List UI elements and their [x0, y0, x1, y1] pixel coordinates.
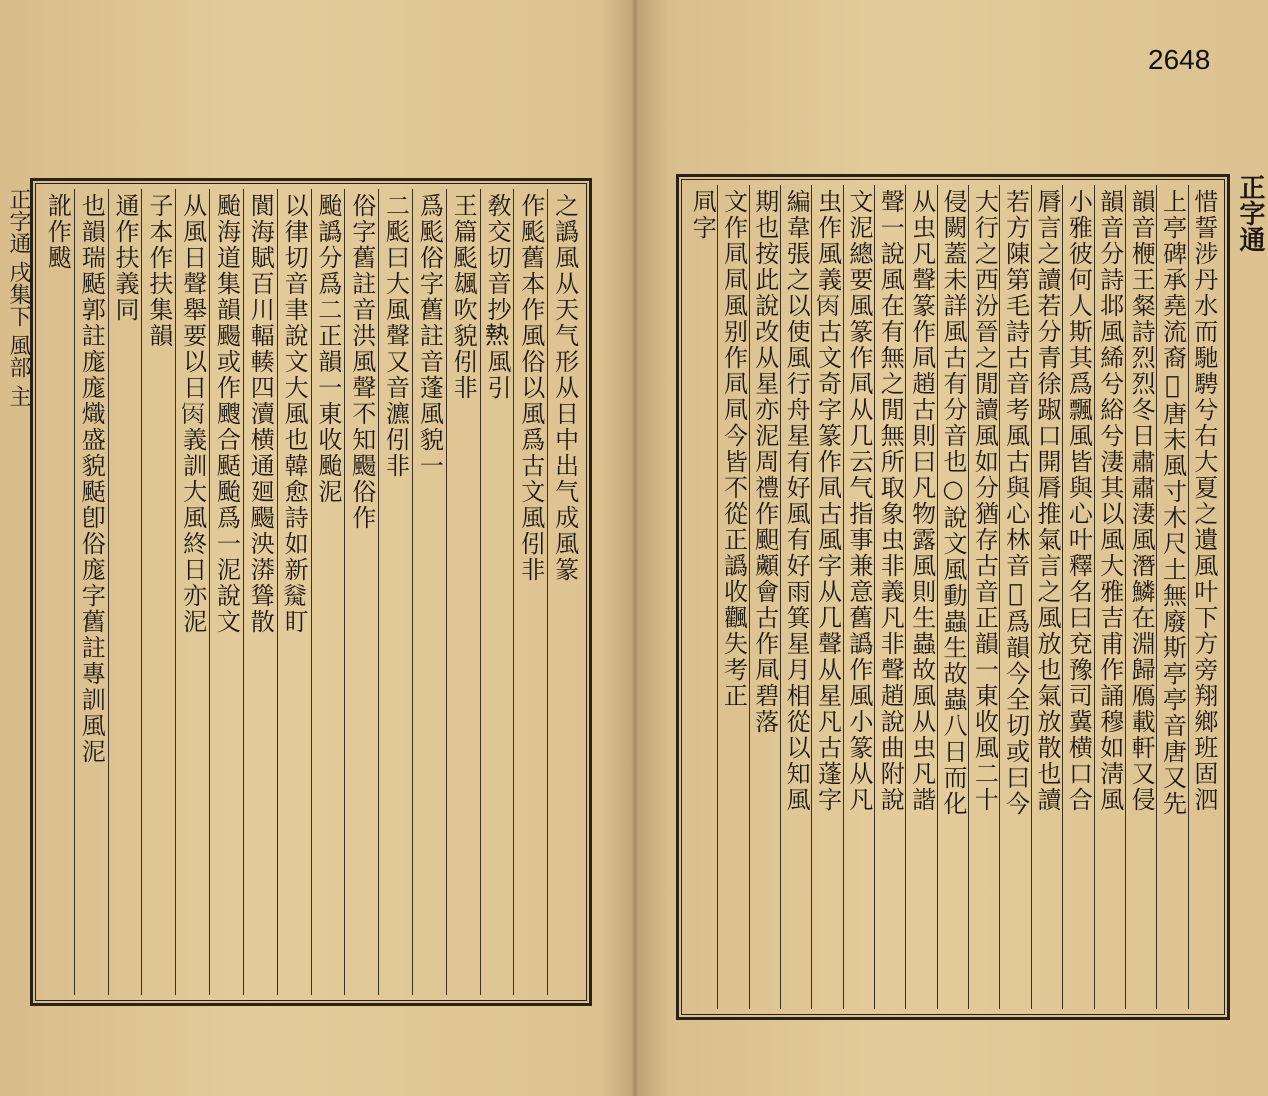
left-text-column: 以律切音聿說文大風也韓愈詩如新𠔲盯 [277, 189, 311, 995]
right-text-column: 期也按此說改从星亦泥周禮作䫻顪會古作凬碧落 [749, 185, 780, 1009]
margin-radical: 風部 [6, 334, 31, 378]
left-text-column: 通作扶義同 [108, 189, 142, 995]
right-text-column: 虫作風義𦘫古文奇字篆作凬古風字从几聲从星凡古蓬字 [811, 185, 842, 1009]
right-text-column: 凬字 [688, 189, 717, 241]
right-text-column: 若方陳第毛詩古音考風古與心林音𡊮爲韻今全切或曰今 [999, 185, 1030, 1009]
left-text-column: 子本作扶集韻 [141, 189, 175, 995]
right-text-column: 侵闕蓋未詳風古有分音也○說文風動蟲生故蟲八日而化 [937, 185, 968, 1009]
left-text-column: 颱譌分爲二正韻一東收颱泥 [311, 189, 345, 995]
right-text-column: 韻音分詩邶風絺兮綌兮淒其以風大雅吉甫作誦穆如淸風 [1094, 185, 1125, 1009]
right-text-column: 聲一說風在有無之閒無所取象虫非義凡非聲趙說曲附說 [874, 185, 905, 1009]
left-text-frame [30, 178, 592, 1006]
margin-folio: 主 [6, 385, 31, 407]
right-text-column: 文泥總要風篆作凬从几云气指事兼意舊譌作風小篆从凡 [843, 185, 874, 1009]
right-text-column: 从虫凡聲篆作凬趙古則曰凡物露風則生蟲故風从虫凡諧 [905, 185, 936, 1009]
right-text-column: 上亭碑承堯流裔𧵅唐末風寸木尺土無廢斯亭亭音唐又先 [1156, 185, 1187, 1009]
right-columns [687, 185, 1219, 1009]
left-text-column: 颱海道集韻颺或作颼合颳颱爲一泥說文 [209, 189, 243, 995]
right-text-frame [676, 174, 1230, 1020]
margin-title: 正字通 [6, 188, 31, 254]
right-text-column: 文作凬凬風别作凬凬今皆不從正譌收飌失考正 [717, 185, 748, 1009]
right-text-column: 脣言之讀若分青徐踧口開脣推氣言之風放也氣放散也讀 [1031, 185, 1062, 1009]
right-text-column: 小雅彼何人斯其爲飄風皆與心叶釋名曰兗豫司冀横口合 [1062, 185, 1093, 1009]
left-text-column: 王篇颩䫺吹貌𠇁非 [446, 189, 480, 995]
right-text-column: 惜誓涉丹水而馳騁兮右大夏之遺風叶下方旁翔鄉班固泗 [1188, 185, 1219, 1009]
right-margin-title: 正字通 [1235, 174, 1265, 252]
left-text-column: 閬海賦百川輻輳四瀆横通廻颺泱漭聳散 [243, 189, 277, 995]
right-text-column: 大行之西汾晉之閒讀風如分猶存古音正韻一東收風二十 [968, 185, 999, 1009]
book-gutter [600, 0, 670, 1096]
right-text-column: 韻音楩王粲詩烈烈冬日肅肅淒風潛鱗在淵歸鴈載軒又侵 [1125, 185, 1156, 1009]
right-folio-margin [1224, 174, 1268, 1014]
left-text-column: 二颩曰大風聲又音瀌𠇁非 [378, 189, 412, 995]
left-text-column: 訛作颰 [43, 193, 72, 271]
left-text-column: 敎交切音抄𤍠風引 [480, 189, 514, 995]
margin-section: 戌集下 [6, 261, 31, 327]
right-text-column: 編韋張之以使風行舟星有好風有好雨箕星月相從以知風 [780, 185, 811, 1009]
left-text-column: 也韻瑞颳郭註庬庬熾盛貌颳卽俗庬字舊註專訓風泥 [74, 189, 108, 995]
left-text-column: 爲颩俗字舊註音蓬風貌一 [412, 189, 446, 995]
left-columns [41, 189, 581, 995]
left-folio-margin [0, 178, 32, 1000]
page-number-stamp: 2648 [1148, 44, 1211, 75]
left-text-column: 从風日聲舉要以日𦘫義訓大風終日亦泥 [175, 189, 209, 995]
left-text-column: 俗字舊註音洪風聲不知颺俗作 [344, 189, 378, 995]
left-text-column: 之譌風从天气形从日中出气成風篆 [547, 189, 581, 995]
left-text-column: 作颩舊本作風俗以風爲古文風𠇁非 [513, 189, 547, 995]
